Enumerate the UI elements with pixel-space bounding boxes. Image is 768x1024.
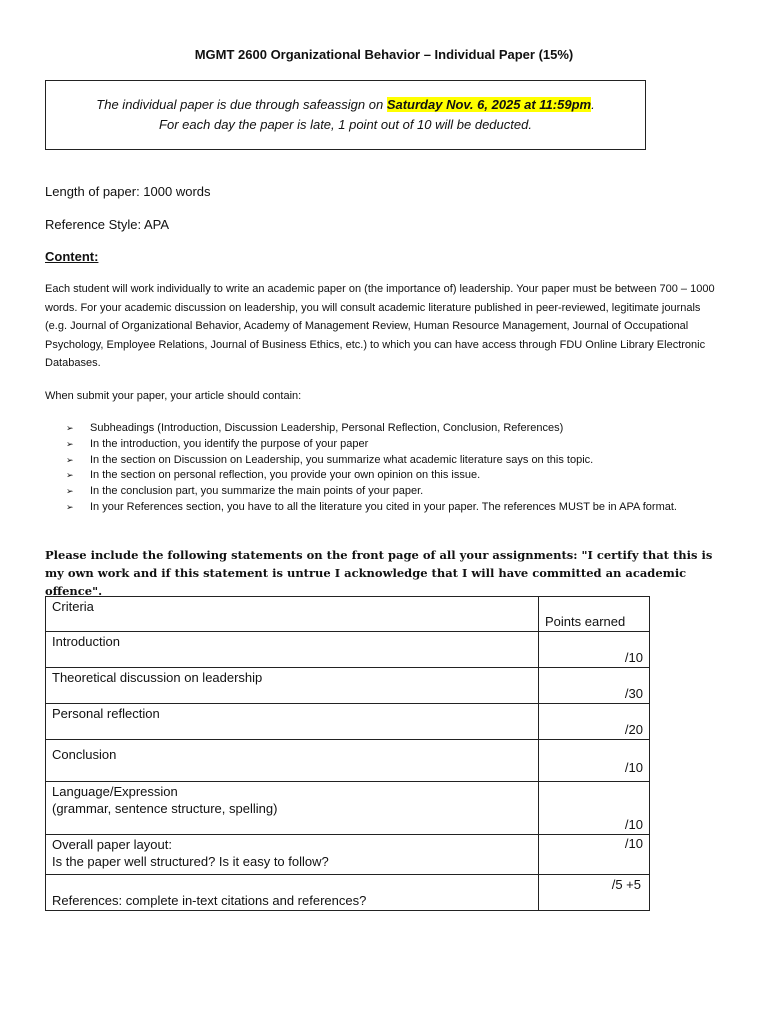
points-cell: [539, 704, 650, 740]
criteria-label: Introduction: [52, 634, 120, 649]
page-title: MGMT 2600 Organizational Behavior – Individual Paper (15%): [194, 47, 574, 62]
due-date-line: [46, 97, 645, 112]
table-header-row: [46, 597, 650, 632]
arrow-bullet-icon: ➢: [66, 438, 74, 449]
arrow-bullet-icon: ➢: [66, 470, 74, 481]
certification-statement: Please include the following statements on the front page of all your assignments: "I certify that this is my own work and if this statement is untrue I acknowledge that I will have committed an academic offence".: [45, 548, 713, 598]
criteria-sublabel: (grammar, sentence structure, spelling): [52, 801, 278, 816]
late-penalty-line: For each day the paper is late, 1 point out of 10 will be deducted.: [159, 117, 532, 132]
criteria-cell: [46, 704, 539, 740]
points-cell: [539, 668, 650, 704]
content-paragraph: Each student will work individually to write an academic paper on (the importance of) leadership. Your paper must be between 700 – 1000 words. For your academic discussion on leadership, you will consult academic literature published in peer-reviewed, legitimate journals (e.g. Journal of Organizational Behavior, Academy of Management Review, Human Resource Management, Journal of Occupational Psychology, Employee Relations, Journal of Business Ethics, etc.) to which you can have access through FDU Online Library Electronic Databases.: [45, 283, 715, 369]
list-item: [66, 421, 677, 437]
criteria-cell: [46, 782, 539, 835]
points-cell: [539, 782, 650, 835]
table-row: [46, 632, 650, 668]
criteria-header: Criteria: [46, 597, 539, 632]
list-item-text: In your References section, you have to all the literature you cited in your paper. The references MUST be in APA format.: [90, 500, 677, 513]
table-row: [46, 835, 650, 875]
list-item: [66, 468, 677, 484]
points-value: /10: [624, 760, 643, 775]
points-cell: [539, 632, 650, 668]
table-row: [46, 740, 650, 782]
points-value: /10: [624, 836, 643, 851]
table-row: [46, 704, 650, 740]
table-row: [46, 668, 650, 704]
list-item-text: In the conclusion part, you summarize the main points of your paper.: [90, 485, 424, 498]
criteria-label: Conclusion: [52, 747, 117, 762]
points-value: /10: [624, 650, 643, 665]
criteria-label: Overall paper layout:: [52, 837, 172, 852]
submit-intro: When submit your paper, your article should contain:: [45, 390, 302, 402]
points-value: /30: [624, 686, 643, 701]
table-row: [46, 875, 650, 911]
list-item-text: In the section on Discussion on Leadership, you summarize what academic literature says on this topic.: [90, 453, 594, 466]
points-cell: [539, 875, 650, 911]
list-item-text: In the introduction, you identify the purpose of your paper: [90, 437, 369, 450]
criteria-cell: [46, 740, 539, 782]
points-cell: [539, 740, 650, 782]
criteria-label: Language/Expression: [52, 784, 178, 799]
arrow-bullet-icon: ➢: [66, 486, 74, 497]
arrow-bullet-icon: ➢: [66, 423, 74, 433]
list-item-text: In the section on personal reflection, you provide your own opinion on this issue.: [90, 469, 481, 482]
list-item: [66, 500, 677, 516]
list-item: [66, 437, 677, 453]
due-date-suffix: .: [591, 97, 595, 112]
criteria-label: References: complete in-text citations and references?: [52, 893, 367, 908]
criteria-sublabel: Is the paper well structured? Is it easy to follow?: [52, 854, 329, 869]
points-value: /20: [624, 722, 643, 737]
paper-length: Length of paper: 1000 words: [45, 184, 211, 199]
list-item-text: Subheadings (Introduction, Discussion Leadership, Personal Reflection, Conclusion, References): [90, 422, 564, 434]
table-row: [46, 782, 650, 835]
arrow-bullet-icon: ➢: [66, 454, 74, 465]
grading-rubric-table: [45, 596, 650, 911]
due-date-prefix: The individual paper is due through safeassign on: [96, 97, 387, 112]
points-cell: [539, 835, 650, 875]
arrow-bullet-icon: ➢: [66, 501, 74, 512]
criteria-label: Theoretical discussion on leadership: [52, 670, 263, 685]
criteria-cell: [46, 835, 539, 875]
due-date-highlight: Saturday Nov. 6, 2025 at 11:59pm: [386, 97, 592, 112]
points-value: /10: [624, 817, 643, 832]
list-item: [66, 453, 677, 469]
list-item: [66, 484, 677, 500]
points-header: Points earned: [545, 614, 626, 629]
points-header-cell: [539, 597, 650, 632]
requirements-list: [66, 421, 677, 516]
criteria-cell: [46, 668, 539, 704]
criteria-cell: [46, 875, 539, 911]
content-heading: Content:: [45, 249, 99, 264]
criteria-cell: [46, 632, 539, 668]
due-date-notice: [45, 80, 646, 150]
points-value: /5 +5: [611, 877, 641, 892]
criteria-label: Personal reflection: [52, 706, 160, 721]
reference-style: Reference Style: APA: [45, 217, 170, 232]
